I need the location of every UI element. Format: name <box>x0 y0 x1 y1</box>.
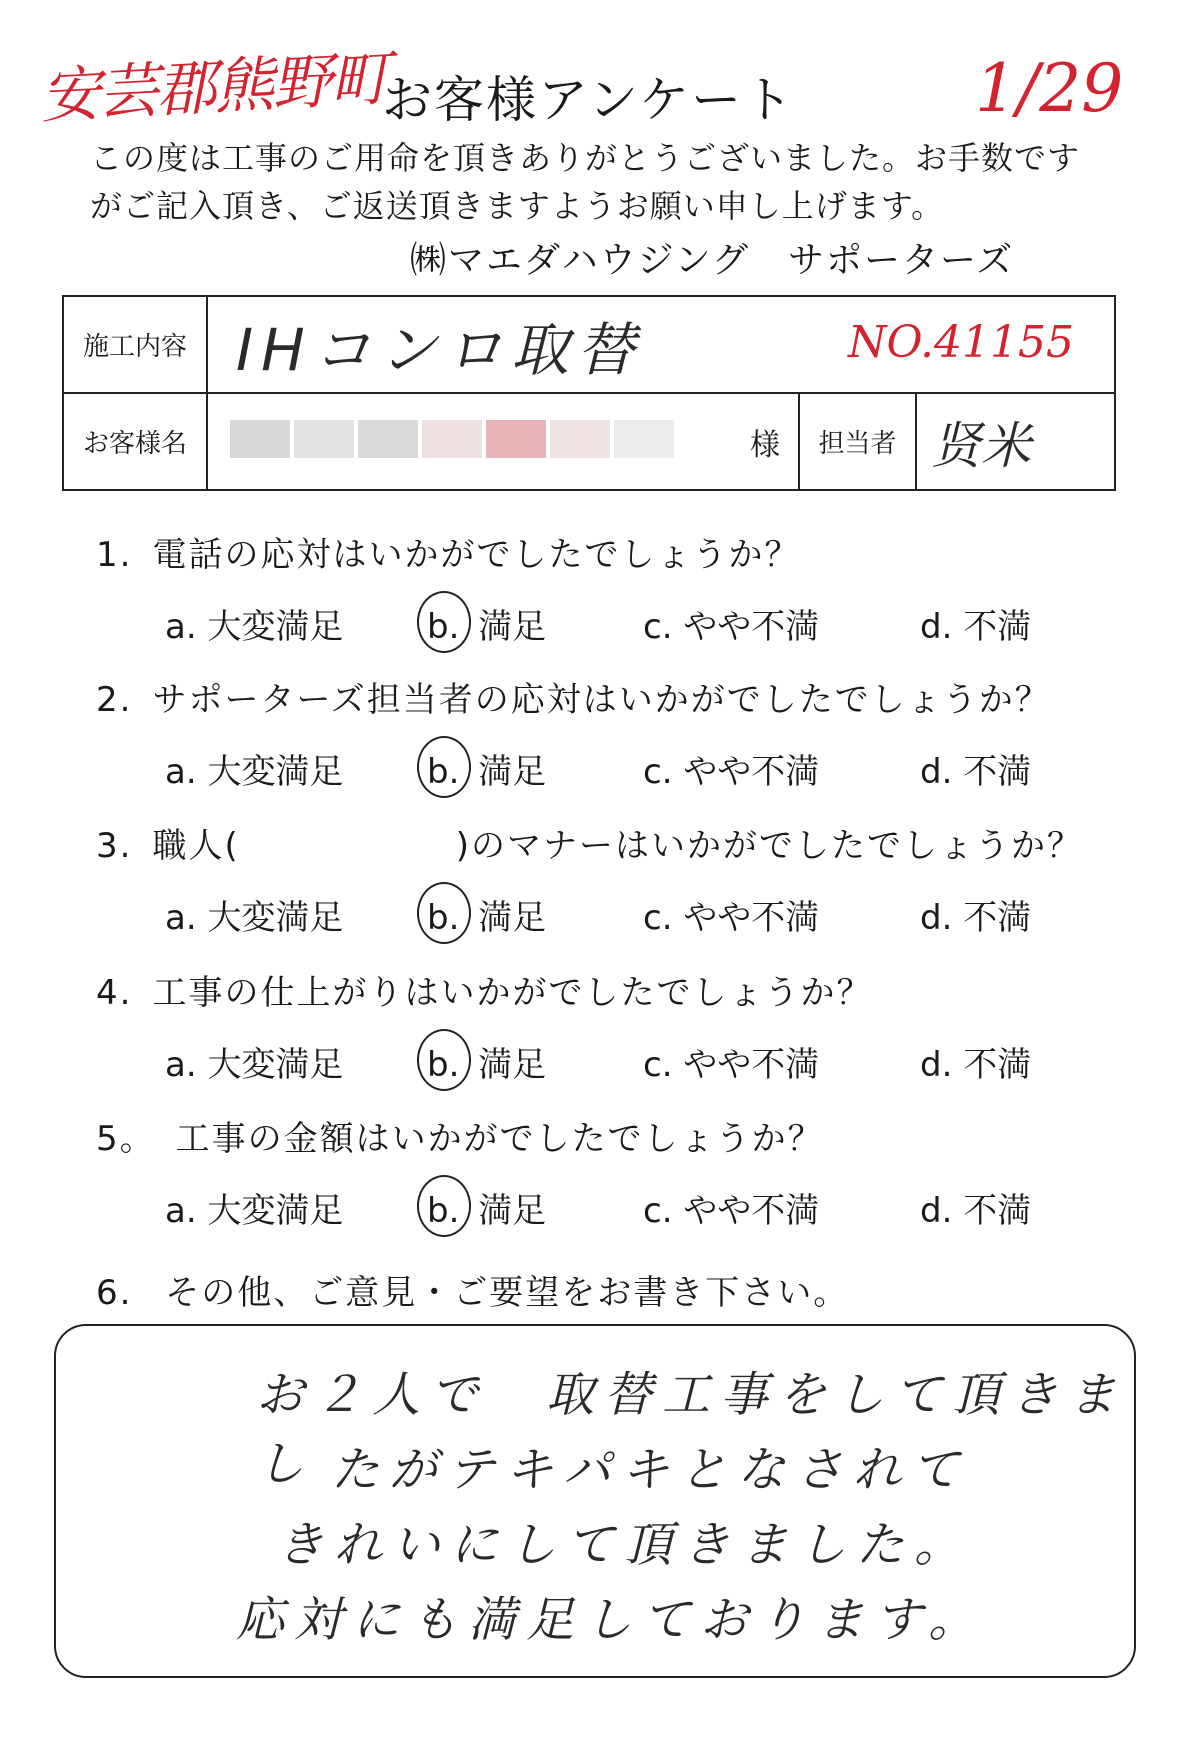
question-number: 6. <box>96 1273 133 1313</box>
option-b-text: 満足 <box>478 898 547 938</box>
question-text: 電話の応対はいかがでしたでしょうか？ <box>152 535 801 575</box>
option-a[interactable]: a. 大変満足 <box>165 1045 344 1085</box>
option-a[interactable]: a. 大変満足 <box>165 898 344 938</box>
option-d[interactable]: d. 不満 <box>920 898 1032 938</box>
option-b[interactable] <box>427 744 546 793</box>
comment-line: お２人で 取替工事をして頂きまし <box>256 1367 1127 1492</box>
question-number: 4. <box>96 973 133 1013</box>
option-c[interactable]: c. やや不満 <box>643 607 820 647</box>
option-b-text: 満足 <box>478 1191 547 1231</box>
option-b[interactable] <box>427 599 546 648</box>
option-b-text: 満足 <box>478 1045 547 1085</box>
selected-circle-mark <box>417 736 471 798</box>
comment-line: きれいにして頂きました。 <box>276 1517 973 1573</box>
date-handwritten: 1/29 <box>975 50 1124 127</box>
customer-label: お客様名 <box>63 393 207 490</box>
answer-options-4 <box>165 1037 1085 1087</box>
question-1 <box>96 527 800 576</box>
order-number: NO.41155 <box>848 316 1074 368</box>
staff-cell[interactable] <box>916 393 1115 490</box>
work-cell[interactable] <box>207 296 1115 393</box>
option-c[interactable]: c. やや不満 <box>643 1191 820 1231</box>
question-2 <box>96 672 1051 721</box>
question-4 <box>96 965 872 1014</box>
company-name: ㈱マエダハウジング サポーターズ <box>410 240 1015 281</box>
comment-line: たがテキパキとなされて <box>331 1442 970 1498</box>
option-b-letter: b. <box>427 898 460 938</box>
option-d[interactable]: d. 不満 <box>920 607 1032 647</box>
work-label: 施工内容 <box>63 296 207 393</box>
question-text: その他、ご意見・ご要望をお書き下さい。 <box>165 1273 850 1313</box>
question-3 <box>96 818 1083 867</box>
question-5 <box>96 1111 824 1160</box>
question-text: 職人( )のマナーはいかがでしたでしょうか？ <box>152 826 1083 866</box>
info-table <box>62 295 1116 491</box>
customer-suffix: 様 <box>750 427 780 463</box>
answer-options-2 <box>165 744 1085 794</box>
selected-circle-mark <box>417 591 471 653</box>
staff-value: 贤米 <box>931 416 1031 475</box>
question-number: 3. <box>96 826 133 866</box>
staff-label: 担当者 <box>799 393 916 490</box>
option-d[interactable]: d. 不満 <box>920 1045 1032 1085</box>
answer-options-1 <box>165 599 1085 649</box>
option-b-letter: b. <box>427 607 460 647</box>
customer-name-cell[interactable] <box>207 393 799 490</box>
option-d[interactable]: d. 不満 <box>920 752 1032 792</box>
selected-circle-mark <box>417 1029 471 1091</box>
option-b[interactable] <box>427 1037 546 1086</box>
question-6 <box>96 1265 849 1314</box>
option-b-text: 満足 <box>478 752 547 792</box>
answer-options-3 <box>165 890 1085 940</box>
option-c[interactable]: c. やや不満 <box>643 898 820 938</box>
question-number: 1. <box>96 535 133 575</box>
question-number: 5。 <box>96 1119 156 1159</box>
option-b-letter: b. <box>427 1045 460 1085</box>
selected-circle-mark <box>417 882 471 944</box>
comment-line: 応対にも満足しております。 <box>236 1592 987 1648</box>
question-text: 工事の仕上がりはいかがでしたでしょうか？ <box>152 973 873 1013</box>
question-text: 工事の金額はいかがでしたでしょうか？ <box>175 1119 824 1159</box>
redacted-name <box>228 443 676 462</box>
comment-box[interactable] <box>54 1324 1136 1678</box>
option-a[interactable]: a. 大変満足 <box>165 607 344 647</box>
option-b[interactable] <box>427 890 546 939</box>
page-title: お客様アンケート <box>382 71 795 129</box>
work-value: IHコンロ取替 <box>236 315 643 384</box>
option-b-letter: b. <box>427 1191 460 1231</box>
answer-options-5 <box>165 1183 1085 1233</box>
intro-text: この度は工事のご用命を頂きありがとうございました。お手数ですがご記入頂き、ご返送頂きますようお願い申し上げます。 <box>90 139 1081 225</box>
option-c[interactable]: c. やや不満 <box>643 1045 820 1085</box>
option-d[interactable]: d. 不満 <box>920 1191 1032 1231</box>
question-text: サポーターズ担当者の応対はいかがでしたでしょうか？ <box>152 680 1051 720</box>
location-handwritten: 安芸郡熊野町 <box>38 43 390 133</box>
option-a[interactable]: a. 大変満足 <box>165 752 344 792</box>
question-number: 2. <box>96 680 133 720</box>
option-c[interactable]: c. やや不満 <box>643 752 820 792</box>
option-b-text: 満足 <box>478 607 547 647</box>
option-b-letter: b. <box>427 752 460 792</box>
option-a[interactable]: a. 大変満足 <box>165 1191 344 1231</box>
option-b[interactable] <box>427 1183 546 1232</box>
selected-circle-mark <box>417 1175 471 1237</box>
